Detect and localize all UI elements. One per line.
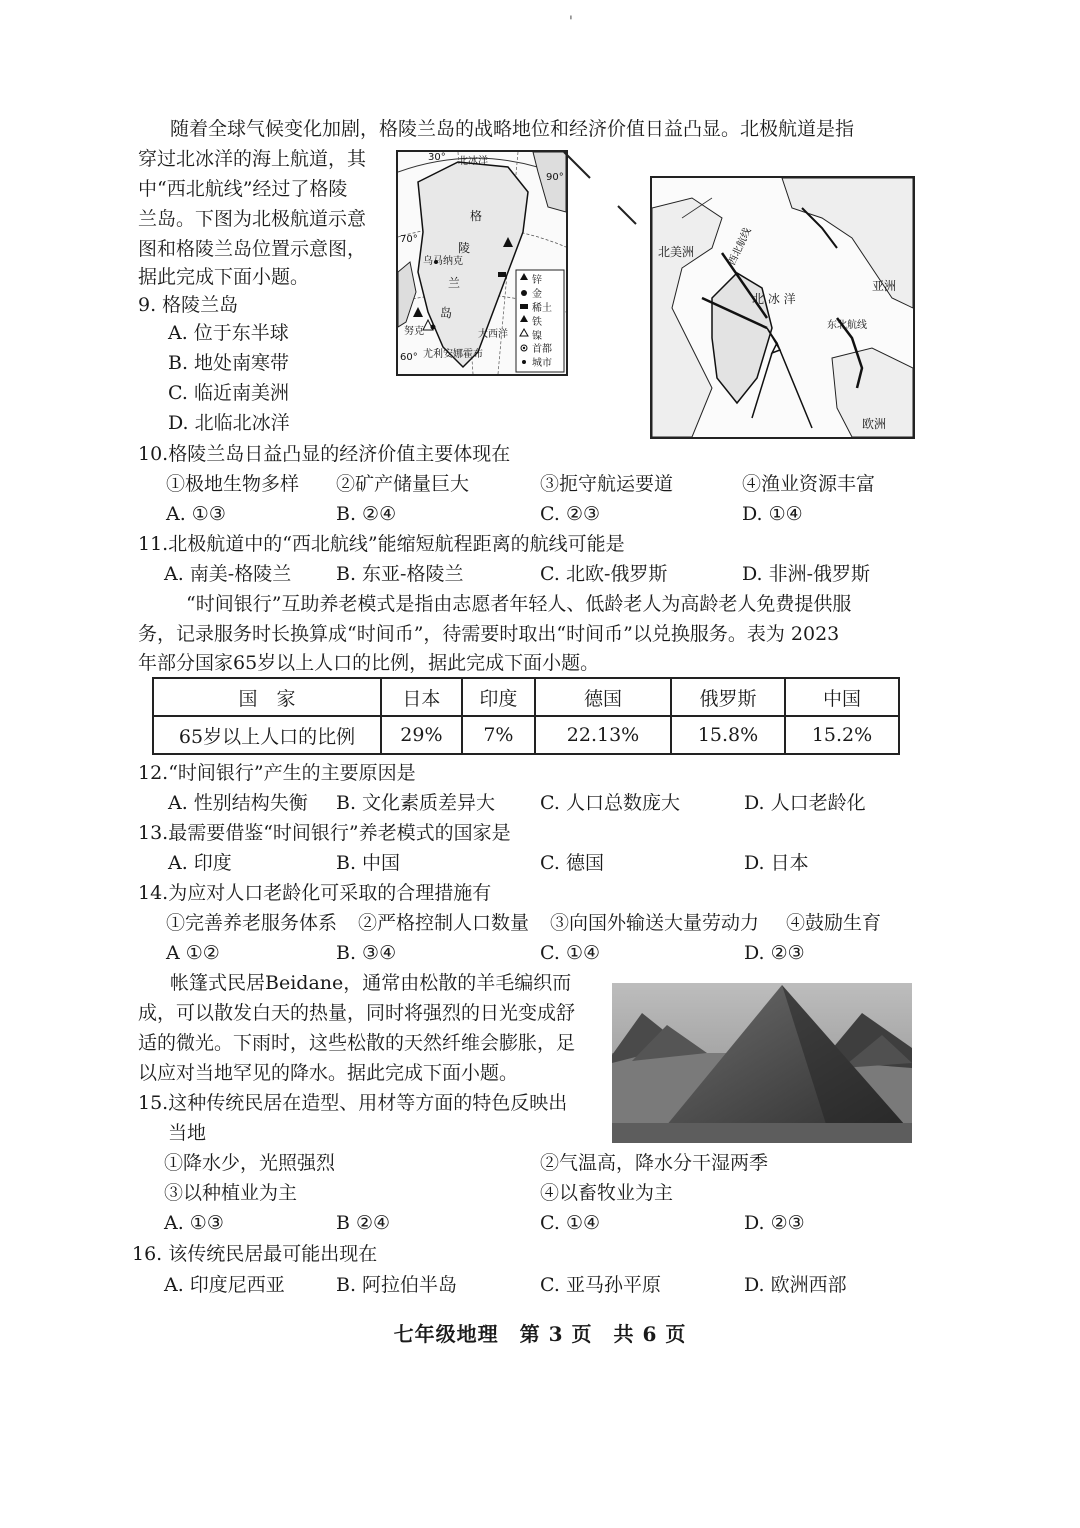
q10-statement-3: ③扼守航运要道 [540, 473, 674, 495]
q10-option-b: B. ②④ [336, 503, 397, 525]
q12-option-c: C. 人口总数庞大 [540, 792, 680, 814]
q15-statement-1: ①降水少，光照强烈 [164, 1152, 336, 1174]
table-value-japan: 29% [381, 716, 462, 754]
table-row [153, 716, 899, 754]
intro3-line3: 适的微光。下雨时，这些松散的天然纤维会膨胀，足 [138, 1032, 576, 1054]
table-value-china: 15.2% [785, 716, 899, 754]
q14-option-a: A ①② [166, 942, 220, 964]
q11-option-b: B. 东亚-格陵兰 [336, 563, 464, 585]
greenland-map-graphic [398, 152, 566, 374]
legend-rare-earth: 稀土 [532, 303, 552, 314]
tent-photo-graphic [612, 983, 912, 1143]
map2-label-northeast-route: 东北航线 [827, 320, 867, 331]
q16-option-d: D. 欧洲西部 [744, 1274, 847, 1296]
q12-option-b: B. 文化素质差异大 [336, 792, 496, 814]
table-value-india: 7% [462, 716, 535, 754]
map1-label-ling: 陵 [458, 241, 471, 255]
q15-statement-2: ②气温高，降水分干湿两季 [540, 1152, 769, 1174]
q16-option-c: C. 亚马孙平原 [540, 1274, 661, 1296]
table-country-germany: 德国 [535, 678, 671, 716]
intro3-line4: 以应对当地罕见的降水。据此完成下面小题。 [138, 1062, 519, 1084]
table-country-china: 中国 [785, 678, 899, 716]
intro1-line2: 穿过北冰洋的海上航道，其 [138, 148, 367, 170]
q16-option-a: A. 印度尼西亚 [164, 1274, 285, 1296]
q14-option-d: D. ②③ [744, 942, 805, 964]
q15-option-d: D. ②③ [744, 1212, 805, 1234]
map1-label-30: 30° [428, 152, 446, 163]
q15-stem: 15.这种传统民居在造型、用材等方面的特色反映出 [138, 1092, 568, 1114]
map-connector [560, 150, 640, 230]
intro2-line2: 务，记录服务时长换算成“时间币”，待需要时取出“时间币”以兑换服务。表为 2023 [138, 623, 840, 645]
q10-stem: 10.格陵兰岛日益凸显的经济价值主要体现在 [138, 443, 511, 465]
q11-stem: 11.北极航道中的“西北航线”能缩短航程距离的航线可能是 [138, 533, 625, 555]
intro3-line1: 帐篷式民居Beidane，通常由松散的羊毛编织而 [170, 972, 572, 994]
q9-option-c: C. 临近南美洲 [168, 382, 289, 404]
q9-option-d: D. 北临北冰洋 [168, 412, 290, 434]
q13-stem: 13.最需要借鉴“时间银行”养老模式的国家是 [138, 822, 511, 844]
legend-gold: 金 [532, 289, 542, 300]
table-row-label: 65岁以上人口的比例 [153, 716, 381, 754]
q14-statement-2: ②严格控制人口数量 [358, 912, 530, 934]
table-value-germany: 22.13% [535, 716, 671, 754]
arctic-routes-map [650, 176, 915, 439]
intro1-line4: 兰岛。下图为北极航道示意 [138, 208, 367, 230]
q12-option-a: A. 性别结构失衡 [168, 792, 308, 814]
legend-city: 城市 [532, 358, 552, 369]
map1-label-umanak: 乌马纳克 [423, 256, 463, 267]
q14-option-b: B. ③④ [336, 942, 397, 964]
table-value-russia: 15.8% [671, 716, 785, 754]
legend-capital: 首都 [532, 344, 552, 355]
intro3-line2: 成，可以散发白天的热量，同时将强烈的日光变成舒 [138, 1002, 576, 1024]
intro1-line3: 中“西北航线”经过了格陵 [138, 178, 348, 200]
greenland-location-map [396, 150, 568, 376]
elderly-population-table [152, 677, 900, 755]
q16-stem: 16. 该传统民居最可能出现在 [132, 1243, 378, 1265]
q15-option-c: C. ①④ [540, 1212, 601, 1234]
intro1-line6: 据此完成下面小题。 [138, 266, 310, 288]
map2-label-arctic-ocean: 北 冰 洋 [752, 292, 796, 306]
q14-option-c: C. ①④ [540, 942, 601, 964]
q15-statement-3: ③以种植业为主 [164, 1182, 298, 1204]
q10-statement-1: ①极地生物多样 [166, 473, 300, 495]
q13-option-b: B. 中国 [336, 852, 401, 874]
intro1-line5: 图和格陵兰岛位置示意图， [138, 238, 367, 260]
q13-option-a: A. 印度 [168, 852, 232, 874]
arctic-map-graphic [652, 178, 913, 437]
q10-option-a: A. ①③ [166, 503, 226, 525]
q10-statement-4: ④渔业资源丰富 [742, 473, 876, 495]
q9-stem: 9. 格陵兰岛 [138, 294, 239, 316]
map1-label-nuuk: 努克 [404, 326, 424, 337]
q11-option-d: D. 非洲-俄罗斯 [742, 563, 871, 585]
q10-statement-2: ②矿产储量巨大 [336, 473, 470, 495]
map1-label-60: 60° [400, 352, 418, 363]
beidane-tent-photo [612, 983, 912, 1143]
q15-option-b: B ②④ [336, 1212, 391, 1234]
table-header-label: 国 家 [153, 678, 381, 716]
legend-zinc: 锌 [532, 275, 542, 286]
map1-label-70: 70° [400, 234, 418, 245]
q10-option-d: D. ①④ [742, 503, 803, 525]
scan-mark: ' [569, 14, 573, 30]
map2-label-northwest-route: 西北航线 [726, 226, 754, 268]
q13-option-d: D. 日本 [744, 852, 809, 874]
intro2-line3: 年部分国家65岁以上人口的比例，据此完成下面小题。 [138, 652, 600, 674]
map1-label-90: 90° [546, 172, 564, 183]
map2-label-asia: 亚洲 [872, 279, 897, 293]
q14-statement-3: ③向国外输送大量劳动力 [550, 912, 760, 934]
q11-option-c: C. 北欧-俄罗斯 [540, 563, 668, 585]
map2-label-north-america: 北美洲 [658, 245, 695, 259]
q16-option-b: B. 阿拉伯半岛 [336, 1274, 458, 1296]
q14-statement-4: ④鼓励生育 [786, 912, 882, 934]
page-footer: 七年级地理 第 3 页 共 6 页 [393, 1322, 687, 1346]
table-header-row [153, 678, 899, 716]
q10-option-c: C. ②③ [540, 503, 601, 525]
map1-label-atlantic: 大西洋 [478, 329, 508, 340]
q11-option-a: A. 南美-格陵兰 [164, 563, 292, 585]
q14-stem: 14.为应对人口老龄化可采取的合理措施有 [138, 882, 492, 904]
intro1-line1: 随着全球气候变化加剧，格陵兰岛的战略地位和经济价值日益凸显。北极航道是指 [170, 118, 855, 140]
q15-option-a: A. ①③ [164, 1212, 224, 1234]
map1-label-dao: 岛 [440, 306, 453, 320]
table-country-japan: 日本 [381, 678, 462, 716]
map1-label-lan: 兰 [448, 276, 461, 290]
q15-statement-4: ④以畜牧业为主 [540, 1182, 674, 1204]
table-country-russia: 俄罗斯 [671, 678, 785, 716]
q9-option-a: A. 位于东半球 [168, 322, 289, 344]
q12-option-d: D. 人口老龄化 [744, 792, 866, 814]
map2-label-europe: 欧洲 [862, 417, 887, 431]
q14-statement-1: ①完善养老服务体系 [166, 912, 338, 934]
map1-label-arctic: 北冰洋 [458, 156, 488, 167]
map1-label-ge: 格 [470, 209, 483, 223]
q12-stem: 12.“时间银行”产生的主要原因是 [138, 762, 416, 784]
map1-label-julianehaab: 尤利安娜霍布 [423, 349, 483, 360]
q9-option-b: B. 地处南寒带 [168, 352, 290, 374]
q13-option-c: C. 德国 [540, 852, 604, 874]
intro2-line1: “时间银行”互助养老模式是指由志愿者年轻人、低龄老人为高龄老人免费提供服 [186, 593, 852, 615]
legend-iron: 铁 [532, 317, 542, 328]
table-country-india: 印度 [462, 678, 535, 716]
q15-stem-continued: 当地 [168, 1122, 207, 1144]
legend-nickel: 镍 [532, 331, 542, 342]
